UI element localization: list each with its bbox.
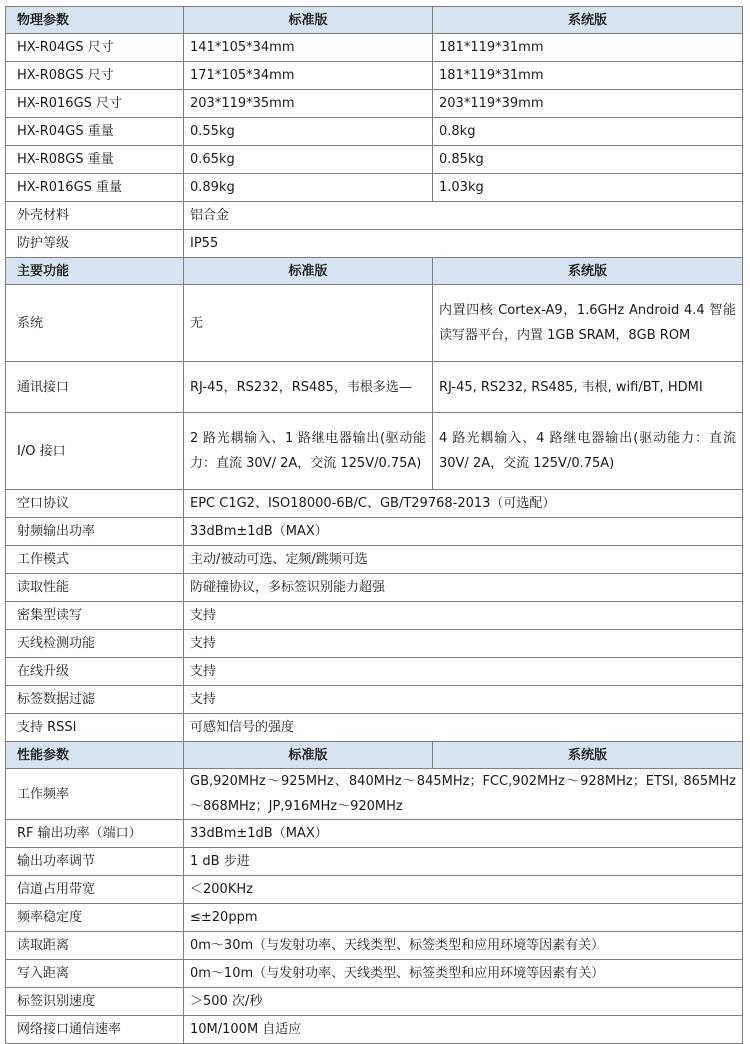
row-label: 标签识别速度	[6, 988, 184, 1016]
table-row	[6, 174, 743, 202]
table-row	[6, 960, 743, 988]
row-value: EPC C1G2、ISO18000-6B/C、GB/T29768-2013（可选配）	[184, 490, 743, 518]
table-row	[6, 574, 743, 602]
row-label: HX-R016GS 尺寸	[6, 90, 184, 118]
row-value: 防碰撞协议，多标签识别能力超强	[184, 574, 743, 602]
table-row	[6, 769, 743, 820]
table-row	[6, 202, 743, 230]
row-value: 33dBm±1dB（MAX）	[184, 518, 743, 546]
table-row	[6, 362, 743, 413]
row-value: 支持	[184, 658, 743, 686]
row-value: 0m～10m（与发射功率、天线类型、标签类型和应用环境等因素有关）	[184, 960, 743, 988]
table-row	[6, 1016, 743, 1044]
table-row	[6, 904, 743, 932]
system-value: 181*119*31mm	[433, 62, 743, 90]
row-value: 33dBm±1dB（MAX）	[184, 820, 743, 848]
standard-value: RJ-45，RS232，RS485，韦根多选—	[184, 362, 433, 413]
section-header-physical	[6, 7, 743, 34]
row-value: 0m～30m（与发射功率、天线类型、标签类型和应用环境等因素有关）	[184, 932, 743, 960]
row-label: 读取距离	[6, 932, 184, 960]
row-value: 10M/100M 自适应	[184, 1016, 743, 1044]
column-header-standard: 标准版	[184, 258, 433, 285]
row-label: I/O 接口	[6, 413, 184, 490]
table-row	[6, 630, 743, 658]
section-title: 主要功能	[6, 258, 184, 285]
table-row	[6, 988, 743, 1016]
row-label: 支持 RSSI	[6, 714, 184, 742]
table-row	[6, 658, 743, 686]
standard-value: 2 路光耦输入、1 路继电器输出(驱动能力：直流 30V/ 2A，交流 125V/0.75A)	[184, 413, 433, 490]
row-label: 密集型读写	[6, 602, 184, 630]
column-header-system: 系统版	[433, 258, 743, 285]
table-row	[6, 413, 743, 490]
column-header-standard: 标准版	[184, 7, 433, 34]
row-label: 写入距离	[6, 960, 184, 988]
row-label: HX-R04GS 尺寸	[6, 34, 184, 62]
system-value: 0.85kg	[433, 146, 743, 174]
system-value: 4 路光耦输入、4 路继电器输出(驱动能力：直流 30V/ 2A，交流 125V/0.75A)	[433, 413, 743, 490]
row-value: 可感知信号的强度	[184, 714, 743, 742]
row-value: 主动/被动可选、定频/跳频可选	[184, 546, 743, 574]
table-row	[6, 876, 743, 904]
row-label: HX-R08GS 尺寸	[6, 62, 184, 90]
standard-value: 无	[184, 285, 433, 362]
row-label: 网络接口通信速率	[6, 1016, 184, 1044]
standard-value: 0.55kg	[184, 118, 433, 146]
row-label: 防护等级	[6, 230, 184, 258]
system-value: 1.03kg	[433, 174, 743, 202]
section-title: 物理参数	[6, 7, 184, 34]
table-row	[6, 848, 743, 876]
table-row	[6, 714, 743, 742]
row-label: 工作模式	[6, 546, 184, 574]
table-row	[6, 62, 743, 90]
row-value: 支持	[184, 630, 743, 658]
row-label: 在线升级	[6, 658, 184, 686]
table-row	[6, 285, 743, 362]
row-value: ＜200KHz	[184, 876, 743, 904]
table-row	[6, 820, 743, 848]
table-row	[6, 34, 743, 62]
table-row	[6, 602, 743, 630]
row-label: 射频输出功率	[6, 518, 184, 546]
table-row	[6, 518, 743, 546]
row-label: HX-R016GS 重量	[6, 174, 184, 202]
row-label: 读取性能	[6, 574, 184, 602]
table-row	[6, 90, 743, 118]
system-value: 181*119*31mm	[433, 34, 743, 62]
row-label: 输出功率调节	[6, 848, 184, 876]
row-value: 1 dB 步进	[184, 848, 743, 876]
table-row	[6, 118, 743, 146]
system-value: 0.8kg	[433, 118, 743, 146]
standard-value: 0.89kg	[184, 174, 433, 202]
standard-value: 141*105*34mm	[184, 34, 433, 62]
row-label: RF 输出功率（端口）	[6, 820, 184, 848]
row-label: 通讯接口	[6, 362, 184, 413]
row-label: 工作频率	[6, 769, 184, 820]
row-label: 空口协议	[6, 490, 184, 518]
table-row	[6, 146, 743, 174]
standard-value: 0.65kg	[184, 146, 433, 174]
row-label: 频率稳定度	[6, 904, 184, 932]
table-row	[6, 230, 743, 258]
section-header-function	[6, 258, 743, 285]
column-header-standard: 标准版	[184, 742, 433, 769]
row-label: HX-R08GS 重量	[6, 146, 184, 174]
table-row	[6, 932, 743, 960]
section-header-performance	[6, 742, 743, 769]
row-value: 铝合金	[184, 202, 743, 230]
row-label: 信道占用带宽	[6, 876, 184, 904]
row-value: IP55	[184, 230, 743, 258]
table-row	[6, 490, 743, 518]
standard-value: 171*105*34mm	[184, 62, 433, 90]
row-label: 天线检测功能	[6, 630, 184, 658]
column-header-system: 系统版	[433, 742, 743, 769]
system-value: 内置四核 Cortex-A9，1.6GHz Android 4.4 智能读写器平台，内置 1GB SRAM，8GB ROM	[433, 285, 743, 362]
row-value: 支持	[184, 686, 743, 714]
row-label: 系统	[6, 285, 184, 362]
standard-value: 203*119*35mm	[184, 90, 433, 118]
row-value: ≤±20ppm	[184, 904, 743, 932]
system-value: RJ-45, RS232, RS485, 韦根, wifi/BT, HDMI	[433, 362, 743, 413]
row-value: 支持	[184, 602, 743, 630]
spec-table	[5, 6, 743, 1044]
row-label: 标签数据过滤	[6, 686, 184, 714]
section-title: 性能参数	[6, 742, 184, 769]
row-label: 外壳材料	[6, 202, 184, 230]
row-label: HX-R04GS 重量	[6, 118, 184, 146]
row-value: ＞500 次/秒	[184, 988, 743, 1016]
table-row	[6, 686, 743, 714]
table-row	[6, 546, 743, 574]
column-header-system: 系统版	[433, 7, 743, 34]
row-value: GB,920MHz～925MHz、840MHz～845MHz；FCC,902MHz～928MHz；ETSI, 865MHz～868MHz；JP,916MHz～920MHz	[184, 769, 743, 820]
system-value: 203*119*39mm	[433, 90, 743, 118]
